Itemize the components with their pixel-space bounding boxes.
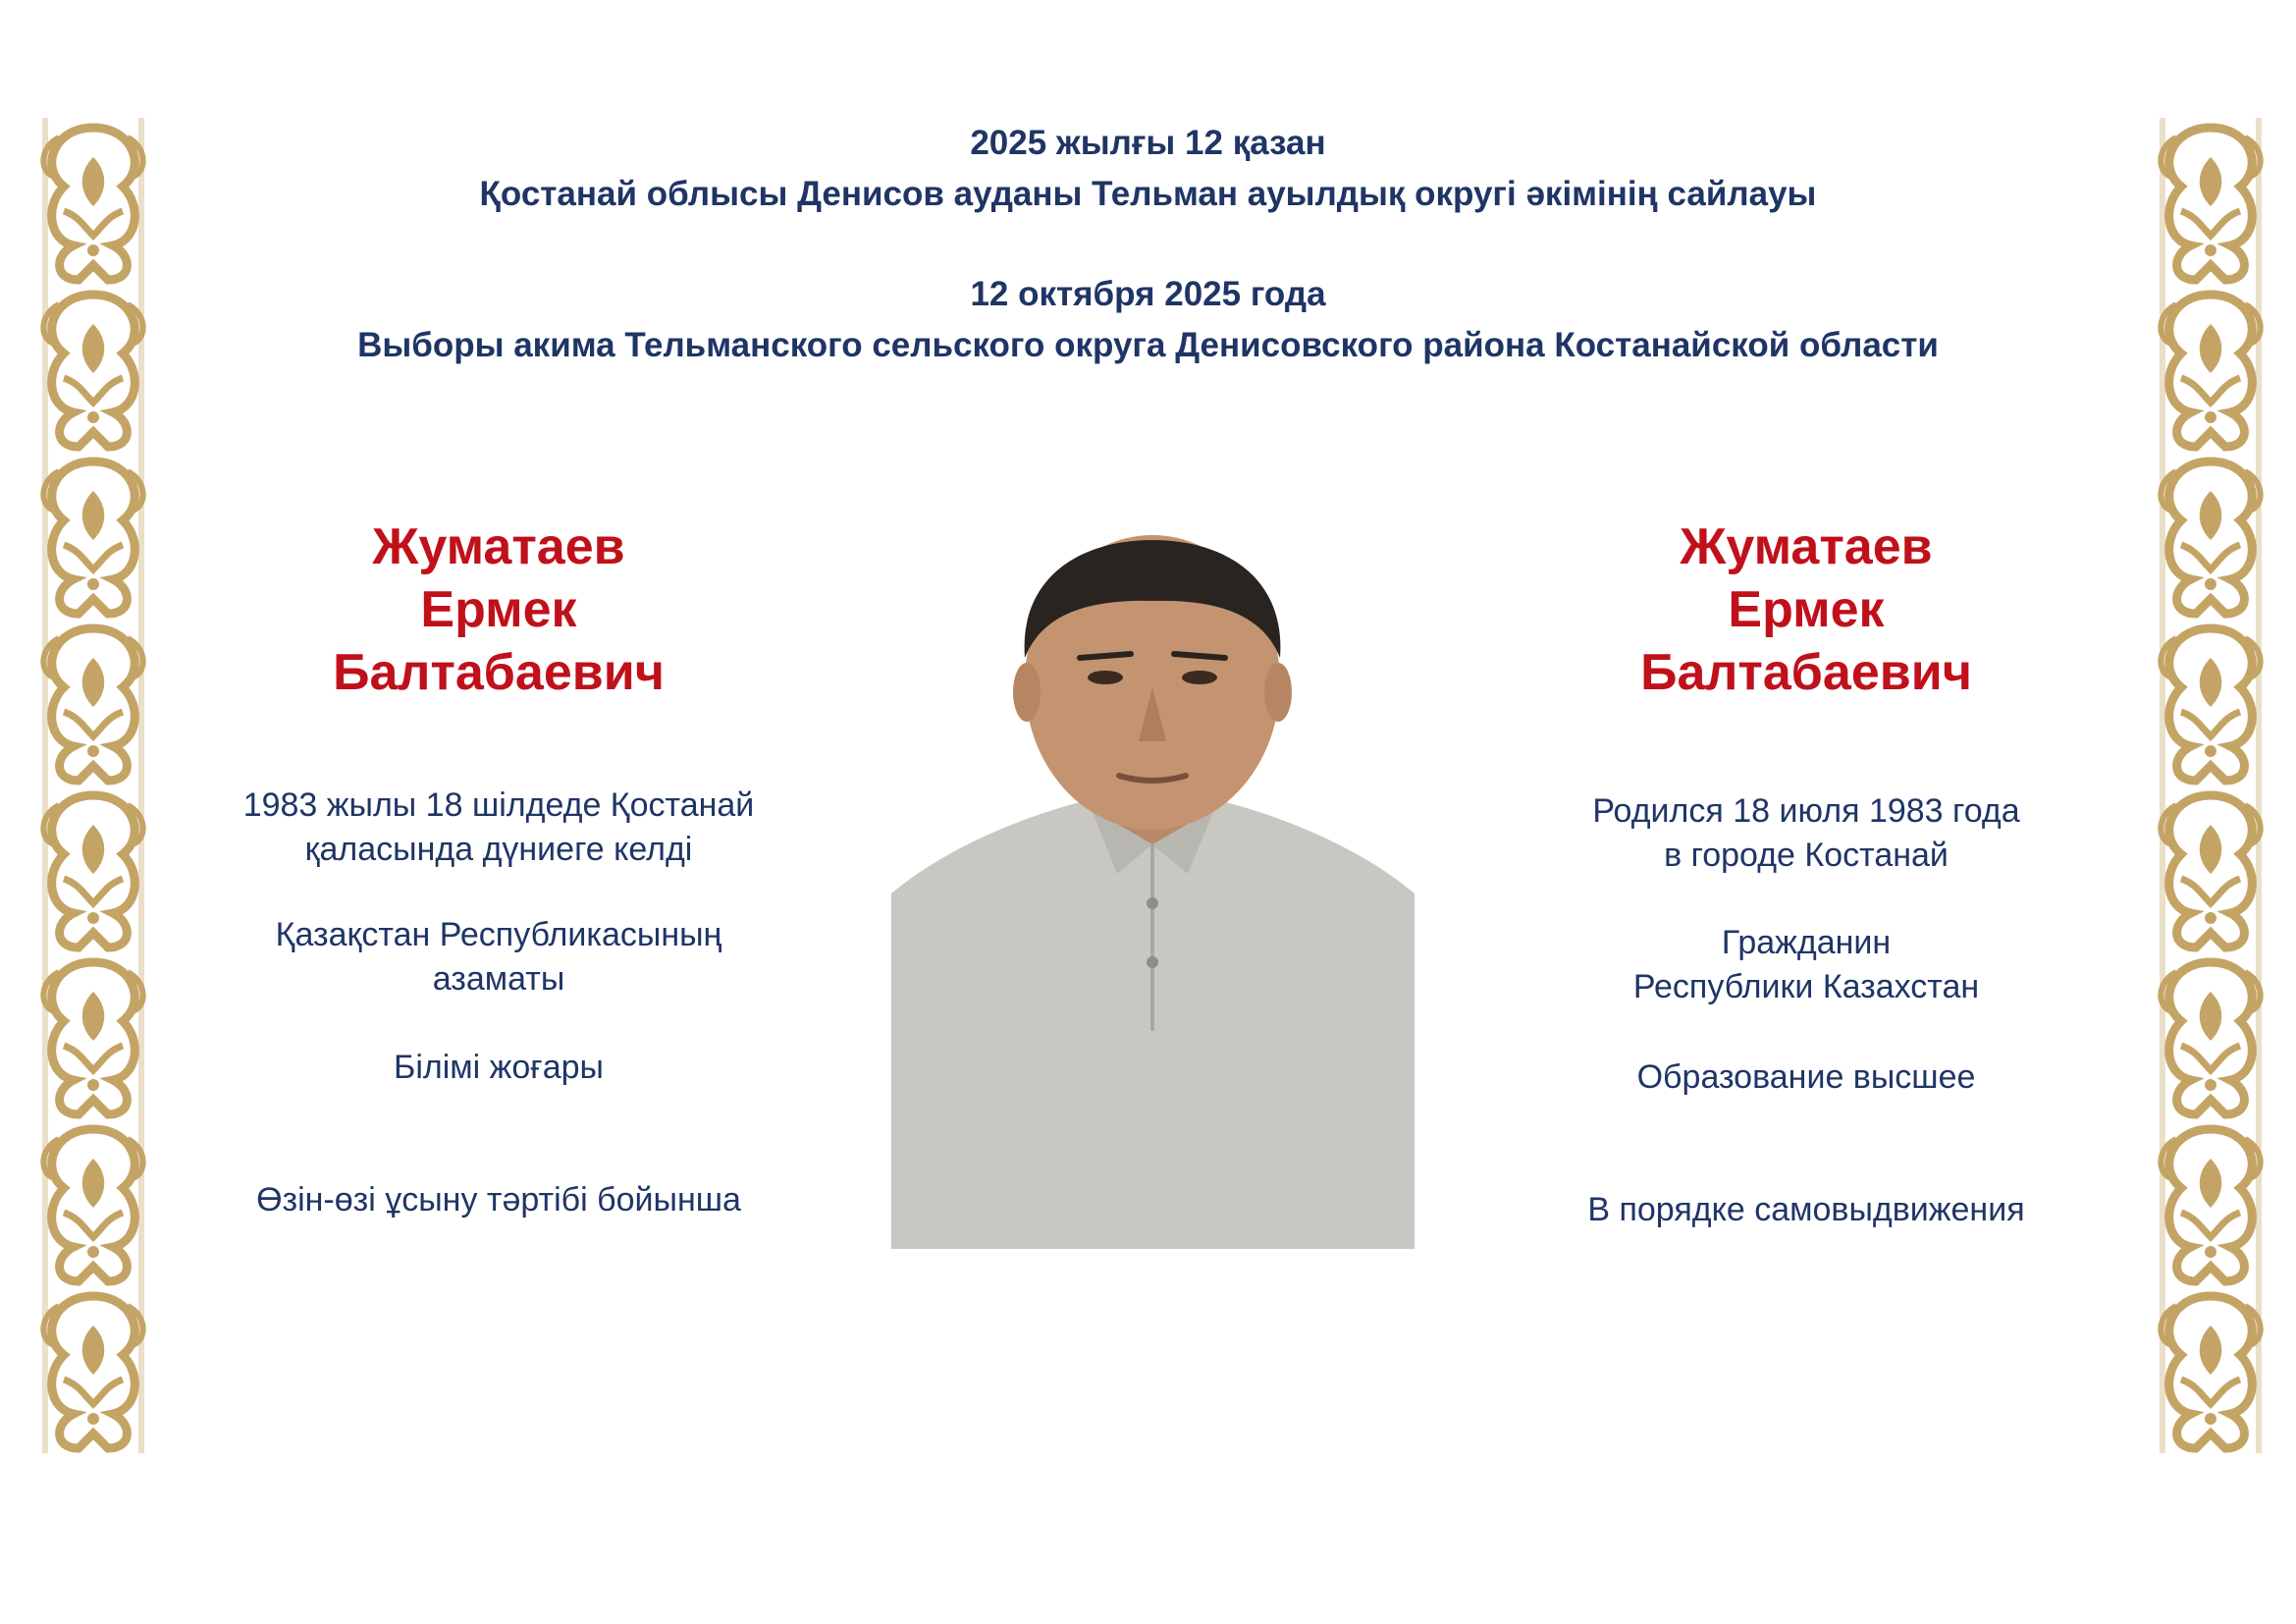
citizenship-line-2: Республики Казахстан [1632,968,1980,1005]
citizenship-info-ru [1463,921,2150,1009]
first-name: Ермек [420,581,577,638]
surname: Жуматаев [372,518,625,575]
nomination-info-ru: В порядке самовыдвижения [1587,1191,2025,1228]
candidate-portrait-icon [891,520,1415,1249]
first-name: Ермек [1728,581,1885,638]
birth-info-kz [155,784,842,872]
citizenship-line-2: азаматы [432,960,565,998]
patronymic: Балтабаевич [1640,644,1972,701]
birth-line-2: в городе Костанай [1664,837,1949,874]
citizenship-line-1: Гражданин [1721,924,1892,961]
citizenship-info-kz [155,913,842,1001]
education-info-kz: Білімі жоғары [394,1049,604,1086]
patronymic: Балтабаевич [333,644,665,701]
header-kz-title: Қостанай облысы Денисов ауданы Тельман ауылдық округі әкімінің сайлауы [479,175,1817,213]
candidate-name-ru [1463,515,2150,704]
nomination-info-kz: Өзін-өзі ұсыну тәртібі бойынша [256,1181,741,1218]
birth-info-ru [1463,789,2150,878]
education-info-ru: Образование высшее [1636,1058,1976,1096]
surname: Жуматаев [1680,518,1933,575]
header-ru-title: Выборы акима Тельманского сельского округа Денисовского района Костанайской области [357,326,1939,364]
birth-line-2: қаласында дүниеге келді [304,831,693,868]
citizenship-line-1: Қазақстан Республикасының [275,916,722,953]
birth-line-1: Родился 18 июля 1983 года [1592,792,2020,830]
header-ru-date: 12 октября 2025 года [970,275,1326,313]
candidate-name-kz [155,515,842,704]
birth-line-1: 1983 жылы 18 шілдеде Қостанай [242,786,755,824]
header-kz-date: 2025 жылғы 12 қазан [970,124,1326,162]
